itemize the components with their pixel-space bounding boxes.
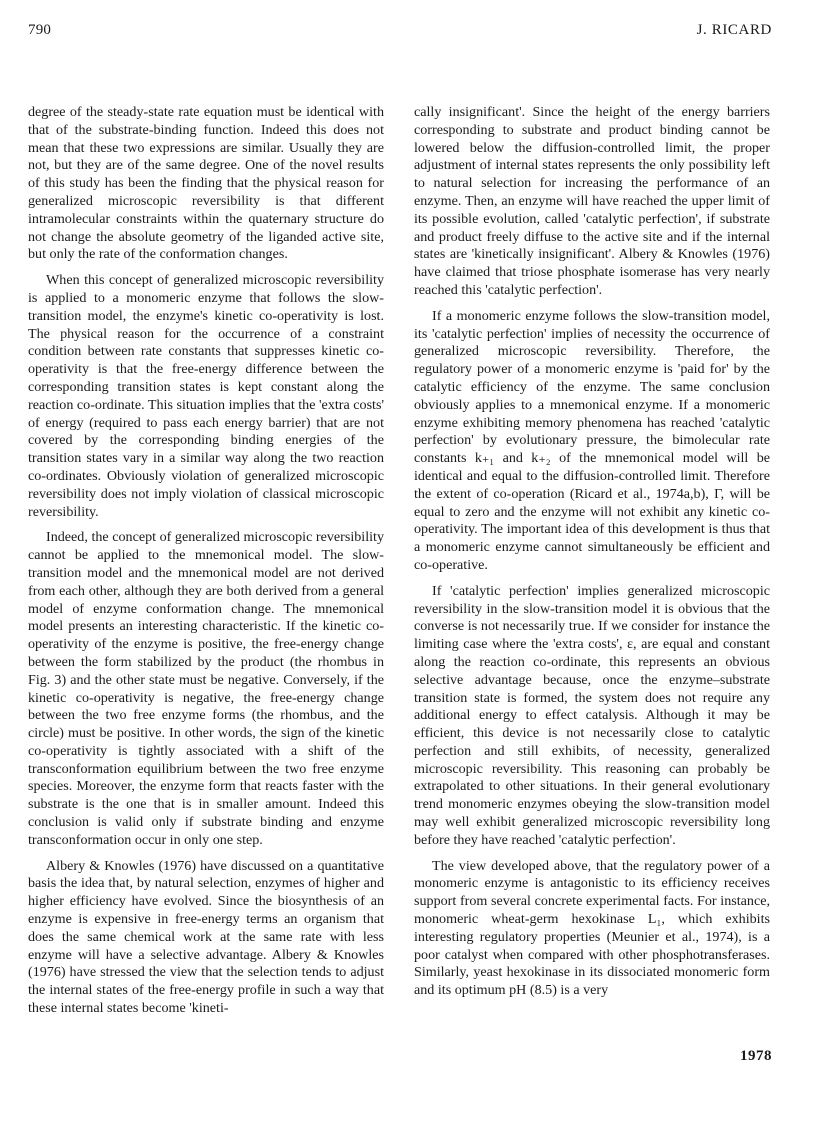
- running-head: J. RICARD: [696, 22, 772, 38]
- paragraph: If a monomeric enzyme follows the slow-transition model, its 'catalytic perfection' implies of necessity the occurrence of generalized microscopic reversibility. Therefore, the regulatory power of a monomeric enzyme is 'paid for' by the catalytic efficiency of the enzyme. The same conclusion obviously applies to a mnemonical enzyme. If a monomeric enzyme exhibiting memory phenomena has reached 'catalytic perfection' by evolutionary pressure, the bimolecular rate constants k₊₁ and k₊₂ of the mnemonical model will be identical and equal to the diffusion-controlled limit. Therefore the extent of co-operation (Ricard et al., 1974a,b), Γ, will be equal to zero and the enzyme will not exhibit any kinetic co-operativity. The important idea of this development is thus that a monomeric enzyme cannot simultaneously be efficient and co-operative.: [414, 307, 770, 573]
- page-number: 790: [28, 22, 52, 38]
- paragraph: Indeed, the concept of generalized microscopic reversibility cannot be applied to the mnemonical model. The slow-transition model and the mnemonical model are not derived from each other, although they are both derived from a general model of enzyme conformation change. The mnemonical model presents an interesting characteristic. If the kinetic co-operativity of the enzyme is positive, the free-energy change between the form stabilized by the product (the rhombus in Fig. 3) and the other state must be negative. Conversely, if the kinetic co-operativity is negative, the free-energy change between the two free enzyme forms (the rhombus, and the circle) must be positive. In other words, the sign of the kinetic co-operativity is tightly associated with a shift of the transconformation equilibrium between the two free enzyme species. Moreover, the enzyme form that reacts faster with the substrate is the one that is in smaller amount. Indeed this conclusion is valid only if substrate binding and enzyme transconformation occur in only one step.: [28, 529, 384, 848]
- paragraph: cally insignificant'. Since the height of the energy barriers corresponding to substrate and product binding cannot be lowered below the diffusion-controlled limit, the proper adjustment of internal states represents the only possibility left to natural selection for increasing the performance of an enzyme. Then, an enzyme will have reached the upper limit of its possible evolution, called 'catalytic perfection', if substrate and product freely diffuse to the active site and if the internal states are 'kinetically insignificant'. Albery & Knowles (1976) have claimed that triose phosphate isomerase has very nearly reached this 'catalytic perfection'.: [414, 104, 770, 298]
- paragraph: The view developed above, that the regulatory power of a monomeric enzyme is antagonistic to its efficiency receives support from several concrete experimental facts. For instance, monomeric wheat-germ hexokinase L₁, which exhibits interesting regulatory properties (Meunier et al., 1974), is a poor catalyst when compared with other phosphotransferases. Similarly, yeast hexokinase in its dissociated monomeric form and its optimum pH (8.5) is a very: [414, 857, 770, 999]
- paragraph: Albery & Knowles (1976) have discussed on a quantitative basis the idea that, by natural selection, enzymes of higher and higher efficiency have evolved. Since the biosynthesis of an enzyme is expensive in free-energy terms an organism that does the same chemical work at the same rate with less enzyme will have a selective advantage. Albery & Knowles (1976) have stressed the view that the selection tends to adjust the internal states of the free-energy profile in such a way that these internal states become 'kineti-: [28, 857, 384, 1017]
- paragraph: degree of the steady-state rate equation must be identical with that of the substrate-binding function. Indeed this does not mean that these two expressions are similar. Usually they are not, but they are of the same degree. One of the novel results of this study has been the finding that the physical reason for generalized microscopic reversibility is that different intramolecular constraints within the quaternary structure do not change the absolute geometry of the liganded active site, but only the rate of the conformation changes.: [28, 104, 384, 263]
- paragraph: When this concept of generalized microscopic reversibility is applied to a monomeric enzyme that follows the slow-transition model, the enzyme's kinetic co-operativity is lost. The physical reason for the occurrence of a constraint condition between rate constants that suppresses kinetic co-operativity is that the free-energy difference between the corresponding transition states is kept constant along the reaction co-ordinate. This situation implies that the 'extra costs' of energy (required to pass each energy barrier) that are not covered by the corresponding binding energies of the transition states vary in a similar way along the two reaction co-ordinates. Obviously violation of generalized microscopic reversibility does not imply violation of classical microscopic reversibility.: [28, 272, 384, 520]
- paragraph: If 'catalytic perfection' implies generalized microscopic reversibility in the slow-transition model it is obvious that the converse is not necessarily true. If we consider for instance the limiting case where the 'extra costs', ε, are equal and constant along the reaction co-ordinate, this represents an obvious selective advantage because, once the enzyme–substrate transition state is formed, the system does not require any additional energy to effect catalysis. Although it may be efficient, this device is not necessarily close to catalytic perfection and still exhibits, of necessity, generalized microscopic reversibility. This reasoning can probably be extrapolated to other situations. In their general evolutionary trend monomeric enzymes obeying the slow-transition model may well exhibit generalized microscopic reversibility long before they have reached 'catalytic perfection'.: [414, 582, 770, 848]
- left-column: [28, 104, 384, 1018]
- footer-year: 1978: [740, 1048, 772, 1064]
- right-column: [414, 104, 770, 1000]
